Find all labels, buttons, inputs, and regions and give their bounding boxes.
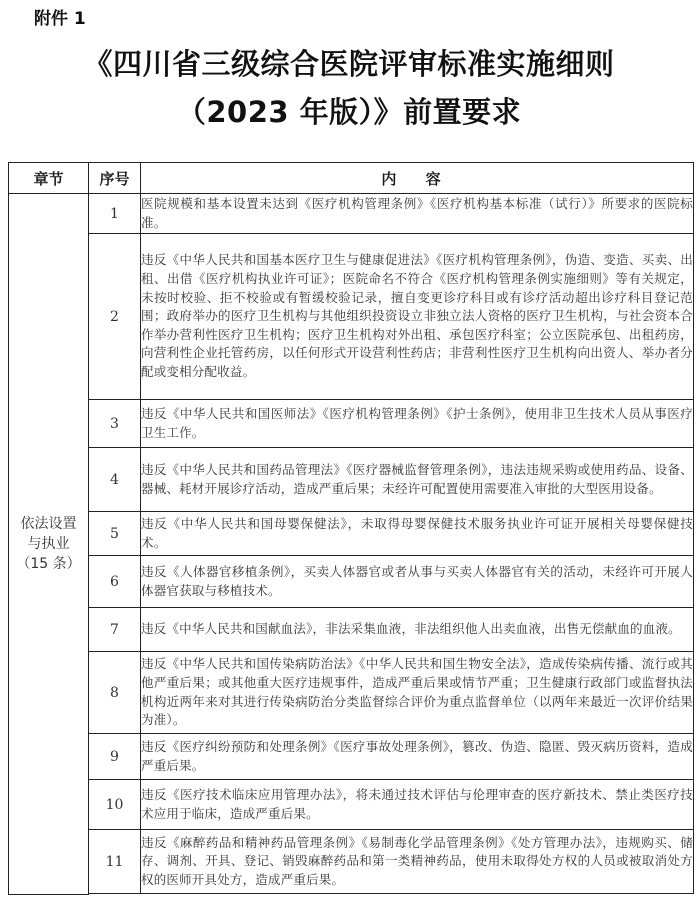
document-title-line-1: 《四川省三级综合医院评审标准实施细则 xyxy=(83,47,615,81)
table-row xyxy=(9,194,694,234)
table-row xyxy=(9,556,694,608)
row-number: 6 xyxy=(89,556,141,608)
chapter-line-3: （15 条） xyxy=(16,555,81,572)
row-number: 9 xyxy=(89,734,141,780)
chapter-line-1: 依法设置 xyxy=(20,515,77,532)
chapter-cell xyxy=(9,194,89,895)
table-row xyxy=(9,608,694,652)
row-number: 3 xyxy=(89,400,141,448)
row-content: 违反《中华人民共和国医师法》《医疗机构管理条例》《护士条例》，使用非卫生技术人员从事医疗卫生工作。 xyxy=(141,400,694,448)
row-content: 违反《医疗技术临床应用管理办法》，将未通过技术评估与伦理审查的医疗新技术、禁止类医疗技术应用于临床，造成严重后果。 xyxy=(141,780,694,830)
document-title-line-2: （2023 年版）》前置要求 xyxy=(176,95,522,129)
chapter-line-2: 与执业 xyxy=(27,535,70,552)
row-content: 违反《麻醉药品和精神药品管理条例》《易制毒化学品管理条例》《处方管理办法》，违规购买、储存、调剂、开具、登记、销毁麻醉药品和第一类精神药品，使用未取得处方权的人员或被取消处方权的医师开具处方，造成严重后果。 xyxy=(141,830,694,894)
row-number: 8 xyxy=(89,652,141,734)
table-row xyxy=(9,234,694,400)
row-number: 5 xyxy=(89,512,141,556)
row-number: 4 xyxy=(89,448,141,512)
row-number: 7 xyxy=(89,608,141,652)
requirements-table xyxy=(8,162,694,895)
row-content: 违反《中华人民共和国献血法》，非法采集血液，非法组织他人出卖血液，出售无偿献血的血液。 xyxy=(141,608,694,652)
row-number: 11 xyxy=(89,830,141,894)
row-content: 违反《中华人民共和国药品管理法》《医疗器械监督管理条例》，违法违规采购或使用药品、设备、器械、耗材开展诊疗活动，造成严重后果；未经许可配置使用需要准入审批的大型医用设备。 xyxy=(141,448,694,512)
column-header-content: 内 容 xyxy=(141,163,694,194)
attachment-label: 附件 1 xyxy=(34,9,86,29)
row-content: 违反《中华人民共和国基本医疗卫生与健康促进法》《医疗机构管理条例》，伪造、变造、买卖、出租、出借《医疗机构执业许可证》；医院命名不符合《医疗机构管理条例实施细则》等有关规定，未按时校验、拒不校验或有暂缓校验记录，擅自变更诊疗科目或有诊疗活动超出诊疗科目登记范围；政府举办的医疗卫生机构与其他组织投资设立非独立法人资格的医疗卫生机构，与社会资本合作举办营利性医疗卫生机构；医疗卫生机构对外出租、承包医疗科室；公立医院承包、出租药房，向营利性企业托管药房，以任何形式开设营利性药店；非营利性医疗卫生机构向出资人、举办者分配或变相分配收益。 xyxy=(141,234,694,400)
table-row xyxy=(9,652,694,734)
table-row xyxy=(9,512,694,556)
row-content: 违反《中华人民共和国传染病防治法》《中华人民共和国生物安全法》，造成传染病传播、流行或其他严重后果；或其他重大医疗违规事件，造成严重后果或情节严重；卫生健康行政部门或监督执法机构近两年来对其进行传染病防治分类监督综合评价为重点监督单位（以两年来最近一次评价结果为准）。 xyxy=(141,652,694,734)
row-number: 2 xyxy=(89,234,141,400)
row-content: 医院规模和基本设置未达到《医疗机构管理条例》《医疗机构基本标准（试行）》所要求的医院标准。 xyxy=(141,194,694,234)
row-number: 1 xyxy=(89,194,141,234)
table-header-row xyxy=(9,163,694,194)
column-header-chapter: 章节 xyxy=(9,163,89,194)
row-number: 10 xyxy=(89,780,141,830)
column-header-number: 序号 xyxy=(89,163,141,194)
row-content: 违反《医疗纠纷预防和处理条例》《医疗事故处理条例》，篡改、伪造、隐匿、毁灭病历资料，造成严重后果。 xyxy=(141,734,694,780)
table-row xyxy=(9,400,694,448)
table-row xyxy=(9,448,694,512)
table-row xyxy=(9,830,694,894)
row-content: 违反《人体器官移植条例》，买卖人体器官或者从事与买卖人体器官有关的活动，未经许可开展人体器官获取与移植技术。 xyxy=(141,556,694,608)
table-row xyxy=(9,734,694,780)
table-row xyxy=(9,780,694,830)
row-content: 违反《中华人民共和国母婴保健法》，未取得母婴保健技术服务执业许可证开展相关母婴保健技术。 xyxy=(141,512,694,556)
table-row-filler xyxy=(9,894,694,895)
